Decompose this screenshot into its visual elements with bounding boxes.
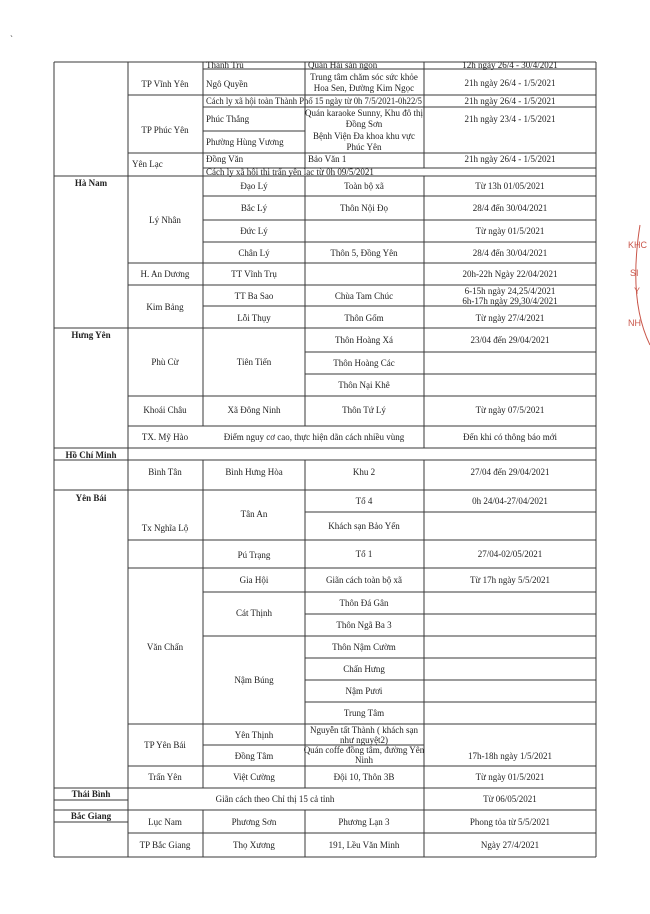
cell-chan-ly-place: Thôn 5, Đồng Yên [330,248,398,258]
cell-phuc-thang-place-2: Đồng Sơn [345,119,383,129]
cell-bac-ly: Bắc Lý [240,203,268,213]
cell-city-note-time: 21h ngày 26/4 - 1/5/2021 [464,96,556,106]
yen-bai-section [76,493,552,782]
cell-ba-sao: TT Ba Sao [234,291,274,301]
ha-nam-section [75,178,558,323]
province-hcm: Hồ Chí Minh [65,450,117,460]
cell-phuc-yen: TP Phúc Yên [141,125,189,135]
cell-gia-hoi-place: Giãn cách toàn bộ xã [326,575,402,585]
cell-ba-sao-place: Chùa Tam Chúc [334,291,394,301]
hcm-section [65,450,549,477]
cell-dong-tam-place-1: Quán coffe đồng tâm, đường Yên [303,745,425,755]
cell-ba-sao-time-1: 6-15h ngày 24,25/4/2021 [464,286,556,296]
cell-nga-ba-3: Thôn Ngã Ba 3 [336,620,392,630]
cell-to-1: Tổ 1 [355,549,373,559]
cell-phuong-son: Phương Sơn [231,817,277,827]
cell-tp-yen-bai: TP Yên Bái [144,740,186,750]
cell-le-van-minh: 191, Lều Văn Minh [328,840,400,850]
cell-hoang-xa-time: 23/04 đến 29/04/2021 [470,335,550,345]
cell-luc-nam: Lục Nam [148,817,182,827]
cell-to-4-time: 0h 24/04-27/04/2021 [472,496,548,506]
cell-thanh-tru-time: 12h ngày 26/4 - 30/4/2021 [462,60,558,70]
red-stamp [628,225,650,345]
cell-dong-tam: Đồng Tâm [234,751,274,761]
cell-vinh-yen: TP Vĩnh Yên [141,79,189,89]
cell-tp-bac-giang: TP Bắc Giang [139,840,191,850]
cell-my-hao-note: Điểm nguy cơ cao, thực hiện dãn cách nhiều vùng [223,432,405,442]
cell-gia-hoi: Gia Hội [239,575,269,585]
stamp-text-5: NH [628,318,641,328]
stamp-text-2: SI [630,268,639,278]
province-ha-nam: Hà Nam [74,178,108,188]
cell-ngo-quyen-time: 21h ngày 26/4 - 1/5/2021 [464,78,556,88]
cell-dao-ly-time: Từ 13h 01/05/2021 [475,181,545,191]
cell-doi-10: Đội 10, Thôn 3B [333,772,395,782]
cell-phu-cu: Phù Cừ [151,357,179,367]
cell-viet-cuong: Việt Cường [233,772,275,782]
cell-yen-lac-note: Cách ly xã hội thị trấn yên lạc từ 0h 09/5/2021 [206,167,374,177]
cell-ngo-quyen-place-1: Trung tâm chăm sóc sức khỏe [310,72,418,82]
stamp-text-1: KHC [628,240,648,250]
cell-chan-ly-time: 28/4 đến 30/04/2021 [472,248,548,258]
cell-pu-trang-time: 27/04-02/05/2021 [477,549,543,559]
cell-cat-thinh: Cát Thịnh [235,608,273,618]
cell-an-duong-time: 20h-22h Ngày 22/04/2021 [462,269,558,279]
cell-hoang-cac: Thôn Hoàng Các [333,358,395,368]
cell-chan-ly: Chân Lý [238,248,270,258]
cell-loi-thuy: Lỗi Thụy [237,313,271,323]
cell-duc-ly-time: Từ ngày 01/5/2021 [475,226,545,236]
cell-nghia-lo: Tx Nghĩa Lộ [141,523,189,533]
cell-ly-nhan: Lý Nhân [149,215,181,225]
cell-tran-yen: Trấn Yên [148,772,182,782]
cell-tran-yen-time: Từ ngày 01/5/2021 [475,772,545,782]
cell-phuc-yen-time: 21h ngày 23/4 - 1/5/2021 [464,114,556,124]
cell-khoai-chau: Khoái Châu [143,405,187,415]
cell-nam-bung: Nậm Búng [234,675,274,685]
cell-dong-van: Đồng Văn [206,154,244,164]
cell-tien-tien: Tiên Tiến [236,357,272,367]
cell-khu-2: Khu 2 [352,467,376,477]
cell-nai-khe: Thôn Nại Khê [338,380,390,390]
cell-chan-hung: Chấn Hưng [343,664,385,674]
cell-ngo-quyen-place-2: Hoa Sen, Đường Kim Ngọc [313,83,415,93]
cell-yen-thinh: Yên Thịnh [234,730,274,740]
cell-hung-vuong-place-2: Phúc Yên [346,142,382,152]
cell-phuong-lan: Phương Lạn 3 [338,817,390,827]
cell-thai-binh-note: Giãn cách theo Chỉ thị 15 cả tỉnh [215,794,335,804]
cell-tp-yen-bai-time: 17h-18h ngày 1/5/2021 [468,751,552,761]
page-mark: ˋ [10,34,13,44]
cell-nam-cuom: Thôn Nậm Cườm [332,642,396,652]
cell-pu-trang: Pú Trạng [237,550,271,560]
cell-binh-tan: Bình Tân [148,467,182,477]
cell-dao-ly: Đạo Lý [240,181,268,191]
cell-khoai-chau-time: Từ ngày 07/5/2021 [475,405,545,415]
cell-luc-nam-time: Phong tỏa từ 5/5/2021 [469,817,551,827]
bac-giang-section [71,811,550,850]
cell-yen-lac: Yên Lạc [132,159,163,169]
cell-dao-ly-place: Toàn bộ xã [344,181,384,191]
cell-duc-ly: Đức Lý [240,226,268,236]
cell-phuc-thang-place-1: Quán karaoke Sunny, Khu đô thị [305,108,423,118]
cell-phuc-thang: Phúc Thắng [206,114,250,124]
cell-tp-bac-giang-time: Ngày 27/4/2021 [480,840,540,850]
cell-an-duong: H. An Dương [140,269,190,279]
cell-vinh-tru: TT Vĩnh Trụ [231,269,277,279]
cell-ngo-quyen: Ngô Quyền [206,79,248,89]
province-yen-bai: Yên Bái [75,493,107,503]
cell-hung-vuong-place-1: Bệnh Viện Đa khoa khu vực [313,131,415,141]
cell-binh-hung-hoa: Bình Hưng Hòa [225,467,283,477]
cell-da-gan: Thôn Đá Gân [339,598,389,608]
thai-binh-section [72,789,537,804]
cell-thanh-tru-place: Quán Hải sản ngon [308,60,378,70]
cell-thanh-tru: Thanh Trù [206,60,244,70]
cell-trung-tam: Trung Tâm [343,708,385,718]
cell-bac-ly-time: 28/4 đến 30/04/2021 [472,203,548,213]
cell-ba-sao-time-2: 6h-17h ngày 29,30/4/2021 [462,296,558,306]
cell-yen-thinh-place-1: Nguyễn tất Thành ( khách sạn [309,725,419,735]
cell-bao-van: Bảo Văn 1 [308,154,347,164]
cell-yen-lac-time: 21h ngày 26/4 - 1/5/2021 [464,154,556,164]
cell-hcm-time: 27/04 đến 29/04/2021 [470,467,550,477]
cell-yen-thinh-place-2: như nguyệt2) [339,735,389,745]
cell-loi-thuy-place: Thôn Gốm [344,313,384,323]
hung-yen-section [71,330,557,442]
cell-tho-xuong: Thọ Xương [233,840,275,850]
cell-to-4: Tổ 4 [355,496,373,506]
cell-hoang-xa: Thôn Hoàng Xá [335,335,393,345]
cell-tu-ly: Thôn Tứ Lý [342,405,386,415]
cell-my-hao: TX. Mỹ Hào [141,432,189,442]
cell-van-chan: Văn Chấn [146,642,184,652]
vinh-phuc-section [132,60,558,177]
stamp-text-3: Y [634,286,641,296]
stamp-text-4: · [636,297,639,307]
cell-kim-bang: Kim Bảng [146,302,184,312]
province-thai-binh: Thái Bình [71,789,111,799]
cell-my-hao-time: Đến khi có thông báo mới [463,432,557,442]
cell-loi-thuy-time: Từ ngày 27/4/2021 [475,313,545,323]
cell-hung-vuong: Phường Hùng Vương [206,137,284,147]
province-bac-giang: Bắc Giang [70,811,112,821]
cell-tan-an: Tân An [240,509,268,519]
cell-khach-san: Khách sạn Bảo Yến [328,521,400,531]
cell-gia-hoi-time: Từ 17h ngày 5/5/2021 [469,575,551,585]
cell-dong-tam-place-2: Ninh [355,755,373,765]
province-hung-yen: Hưng Yên [71,330,111,340]
cell-thai-binh-time: Từ 06/05/2021 [483,794,537,804]
cell-nam-puoi: Nậm Pươi [345,686,383,696]
cell-bac-ly-place: Thôn Nội Đọ [340,203,388,213]
cell-city-note: Cách ly xã hội toàn Thành Phố 15 ngày từ 0h 7/5/2021-0h22/5 [206,96,423,106]
cell-dong-ninh: Xã Đông Ninh [227,405,281,415]
